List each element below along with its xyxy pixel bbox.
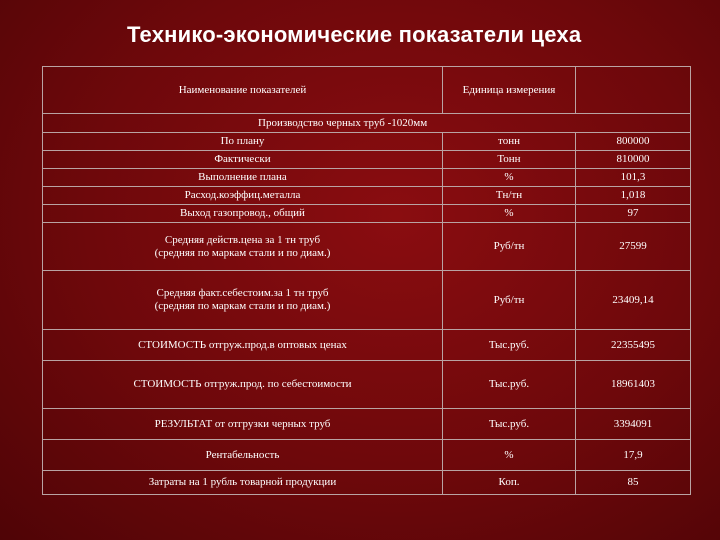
table-row (43, 361, 691, 409)
header-value (576, 67, 691, 114)
header-name: Наименование показателей (43, 67, 443, 114)
row-value: 97 (576, 205, 691, 223)
row-name: Расход.коэффиц.металла (43, 187, 443, 205)
row-unit: тонн (443, 133, 576, 151)
row-value: 23409,14 (576, 271, 691, 330)
row-unit: Руб/тн (443, 271, 576, 330)
row-value: 27599 (576, 223, 691, 271)
row-name: Затраты на 1 рубль товарной продукции (43, 471, 443, 495)
row-value: 3394091 (576, 409, 691, 440)
table-row (43, 440, 691, 471)
row-name: Выполнение плана (43, 169, 443, 187)
section-row (43, 114, 691, 133)
row-name (43, 271, 443, 330)
row-name: СТОИМОСТЬ отгруж.прод.в оптовых ценах (43, 330, 443, 361)
table-header-row (43, 67, 691, 114)
table-row (43, 151, 691, 169)
table-row (43, 187, 691, 205)
table-row (43, 409, 691, 440)
row-unit: % (443, 169, 576, 187)
row-value: 85 (576, 471, 691, 495)
row-value: 810000 (576, 151, 691, 169)
header-unit: Единица измерения (443, 67, 576, 114)
row-name-line2: (средняя по маркам стали и по диам.) (154, 300, 331, 312)
table-row (43, 223, 691, 271)
row-value: 22355495 (576, 330, 691, 361)
row-name: СТОИМОСТЬ отгруж.прод. по себестоимости (43, 361, 443, 409)
row-value: 1,018 (576, 187, 691, 205)
table-row (43, 133, 691, 151)
row-unit: Тонн (443, 151, 576, 169)
row-value: 18961403 (576, 361, 691, 409)
table-row (43, 330, 691, 361)
row-name: По плану (43, 133, 443, 151)
row-unit: Тн/тн (443, 187, 576, 205)
indicators-table (42, 66, 691, 495)
row-value: 101,3 (576, 169, 691, 187)
row-name-line2: (средняя по маркам стали и по диам.) (154, 246, 331, 259)
row-name-line1: Средняя факт.себестоим.за 1 тн труб (156, 287, 329, 299)
row-name: Выход газопровод., общий (43, 205, 443, 223)
section-title: Производство черных труб -1020мм (43, 114, 691, 133)
table-row (43, 471, 691, 495)
slide-title: Технико-экономические показатели цеха (127, 22, 582, 47)
row-name: РЕЗУЛЬТАТ от отгрузки черных труб (43, 409, 443, 440)
row-unit: Тыс.руб. (443, 409, 576, 440)
row-unit: % (443, 205, 576, 223)
row-unit: Руб/тн (443, 223, 576, 271)
row-unit: Коп. (443, 471, 576, 495)
row-value: 800000 (576, 133, 691, 151)
row-name (43, 223, 443, 271)
table-row (43, 169, 691, 187)
row-value: 17,9 (576, 440, 691, 471)
row-unit: Тыс.руб. (443, 361, 576, 409)
table-row (43, 205, 691, 223)
row-name: Рентабельность (43, 440, 443, 471)
row-name-line1: Средняя действ.цена за 1 тн труб (164, 233, 321, 246)
row-unit: Тыс.руб. (443, 330, 576, 361)
row-name: Фактически (43, 151, 443, 169)
table-row (43, 271, 691, 330)
row-unit: % (443, 440, 576, 471)
